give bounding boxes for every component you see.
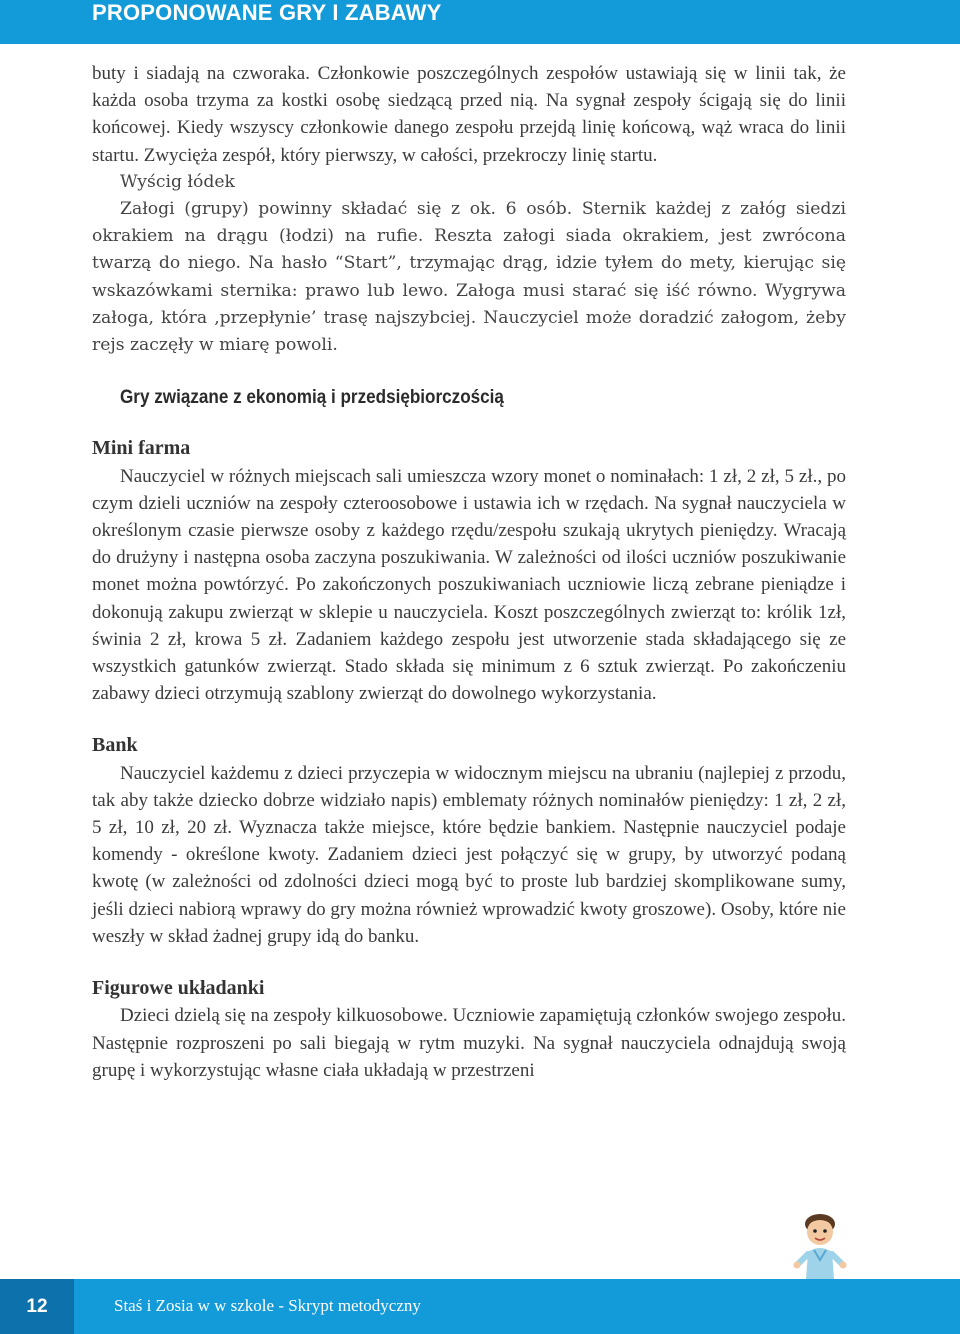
game-text-bank: Nauczyciel każdemu z dzieci przyczepia w widocznym miejscu na ubraniu (najlepiej z przodu, tak aby także dziecko dobrze widziało napis) emblematy różnych nominałów pieniędzy: 1 zł, 2 zł, 5 zł, 10 zł, 20 zł. Wyznacza także miejsce, które będzie bankiem. Następnie nauczyciel podaje komendy - określone kwoty. Zadaniem dzieci jest połączyć się w grupy, by utworzyć podaną kwotę (w zależności od zdolności dzieci mogą być to proste lub bardziej skomplikowane sumy, jeśli dzieci nabiorą wprawy do gry można również wprowadzić kwoty groszowe). Osoby, które nie weszły w skład żadnej grupy idą do banku. — [92, 762, 846, 947]
footer-book-title: Staś i Zosia w w szkole - Skrypt metodyczny — [114, 1296, 421, 1315]
game-title-bank: Bank — [92, 734, 138, 757]
game-text-figurowe-ukladanki: Dzieci dzielą się na zespoły kilkuosobowe. Uczniowie zapamiętują członków swojego zespołu. Następnie rozproszeni po sali biegają w rytm muzyki. Na sygnał nauczyciela odnajdują swoją grupę i wykorzystując własne ciała układają w przestrzeni — [92, 1005, 846, 1081]
section-heading-ekonomia: Gry związane z ekonomią i przedsiębiorczością — [120, 387, 504, 409]
main-content — [92, 60, 846, 1084]
game-title-figurowe-ukladanki: Figurowe układanki — [92, 977, 265, 1000]
header-bar — [0, 0, 960, 44]
game-text-wyscig-lodek: Załogi (grupy) powinny składać się z ok. 6 osób. Sternik każdej z załóg siedzi okrakiem na drągu (łodzi) na rufie. Reszta załogi siada okrakiem, jest zwrócona twarzą do niego. Na hasło “Start”, trzymając drąg, idzie tyłem do mety, kierując się wskazówkami sternika: prawo lub lewo. Załoga musi starać się iść równo. Wygrywa załoga, która ‚przepłynie’ trasę najszybciej. Nauczyciel może doradzić załogom, żeby rejs zaczęły w miarę powoli. — [92, 199, 846, 356]
game-text-mini-farma: Nauczyciel w różnych miejscach sali umieszcza wzory monet o nominałach: 1 zł, 2 zł, 5 zł., po czym dzieli uczniów na zespoły czteroosobowe i ustawia ich w rzędach. Na sygnał nauczyciela w określonym czasie pierwsze osoby z każdego rzędu/zespołu szukają ukrytych pieniędzy. Wracają do drużyny i następna osoba zaczyna poszukiwania. W zależności od ilości uczniów poszukiwanie monet można powtórzyć. Po zakończonych poszukiwaniach uczniowie liczą zebrane pieniądze i dokonują zakupu zwierząt w sklepie u nauczyciela. Koszt poszczególnych zwierząt to: królik 1zł, świnia 2 zł, krowa 5 zł. Zadaniem każdego zespołu jest utworzenie stada składającego się ze wszystkich gatunków zwierząt. Stado składa się minimum z 6 sztuk zwierząt. Po zakończeniu zabawy dzieci otrzymują szablony zwierząt do dowolnego wykorzystania. — [92, 465, 846, 705]
page-header-title: PROPONOWANE GRY I ZABAWY — [92, 0, 442, 25]
footer-bar — [0, 1279, 960, 1334]
boy-mascot-icon — [790, 1212, 850, 1279]
game-title-wyscig-lodek: Wyścig łódek — [120, 171, 235, 192]
page-number: 12 — [26, 1295, 48, 1317]
paragraph-continued: buty i siadają na czworaka. Członkowie poszczególnych zespołów ustawiają się w linii tak, że każda osoba trzyma za kostki osobę siedzącą przed nią. Na sygnał zespoły ścigają się do linii końcowej. Kiedy wszyscy członkowie danego zespołu przejdą linię końcową, wąż wraca do linii startu. Zwycięża zespół, który pierwszy, w całości, przekroczy linię startu. — [92, 63, 846, 166]
page-number-box — [0, 1279, 74, 1334]
game-title-mini-farma: Mini farma — [92, 437, 191, 460]
